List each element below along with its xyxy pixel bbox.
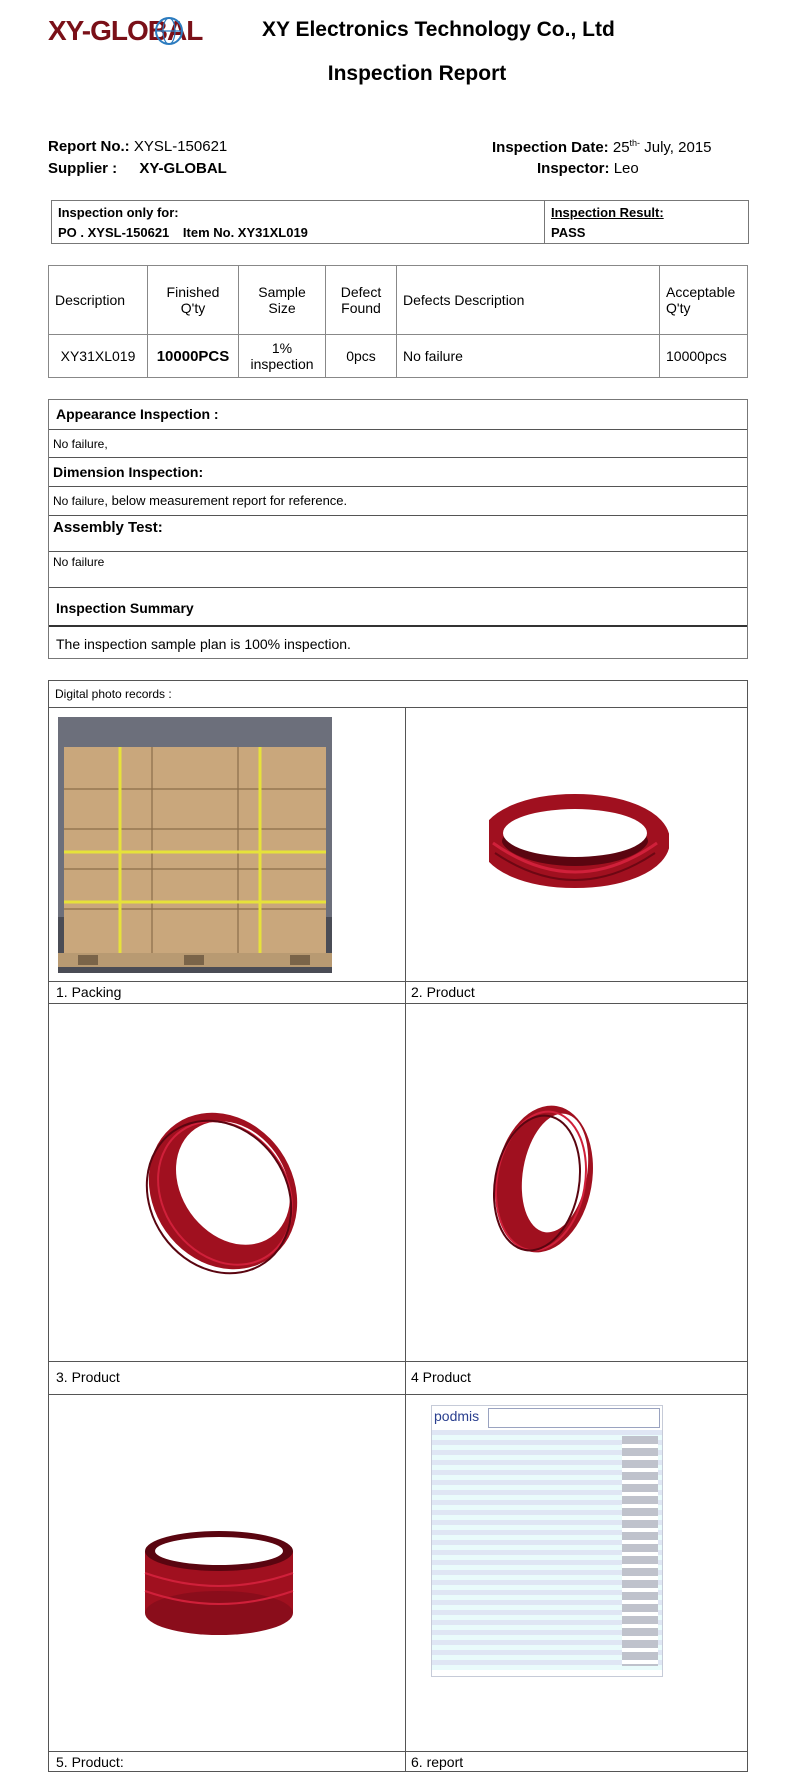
th-defects-description: Defects Description <box>397 266 660 335</box>
dimension-value-b: , below measurement report for reference. <box>104 493 348 508</box>
report-no-value: XYSL-150621 <box>133 138 228 155</box>
inspector-label: Inspector: <box>537 160 610 177</box>
caption-4: 4 Product <box>411 1369 471 1385</box>
product-photo-5 <box>139 1529 299 1639</box>
dimension-value-a: No failure <box>53 494 105 508</box>
company-logo <box>48 12 248 48</box>
product-photo-4 <box>489 1101 599 1256</box>
summary-row <box>49 588 747 627</box>
td-defect-found: 0pcs <box>326 335 397 378</box>
inspection-for-label: Inspection only for: <box>58 205 179 220</box>
dimension-label: Dimension Inspection: <box>53 464 204 480</box>
page-title: Inspection Report <box>327 62 507 85</box>
th-finished-qty: Finished Q'ty <box>148 266 239 335</box>
po-value: PO . XYSL-150621 <box>58 225 170 240</box>
date-label: Inspection Date: <box>492 139 609 156</box>
table-row <box>49 335 748 378</box>
inspection-date <box>492 138 712 156</box>
supplier <box>48 160 227 177</box>
item-value: Item No. XY31XL019 <box>182 225 308 240</box>
date-rest: July, 2015 <box>644 139 712 156</box>
product-photo-2 <box>489 791 669 901</box>
supplier-value: XY-GLOBAL <box>139 160 227 177</box>
appearance-label: Appearance Inspection : <box>56 406 219 422</box>
td-defects-description: No failure <box>397 335 660 378</box>
td-description: XY31XL019 <box>49 335 148 378</box>
td-sample-size: 1% inspection <box>239 335 326 378</box>
product-photo-3 <box>133 1101 313 1281</box>
date-suffix: th- <box>629 138 641 148</box>
report-no <box>48 138 227 155</box>
appearance-value: No failure, <box>53 437 108 451</box>
table-header-row <box>49 266 748 335</box>
assembly-row <box>49 516 747 552</box>
th-defect-found: Defect Found <box>326 266 397 335</box>
result-value: PASS <box>551 225 586 240</box>
assembly-label: Assembly Test: <box>53 519 163 536</box>
caption-6: 6. report <box>411 1754 464 1770</box>
details-table <box>48 265 748 378</box>
photo-records-label: Digital photo records : <box>55 687 172 701</box>
inspection-sections <box>48 399 748 659</box>
dimension-value-row <box>49 487 747 516</box>
caption-2: 2. Product <box>411 984 475 1000</box>
dimension-value <box>53 493 347 508</box>
report-logo: podmis <box>434 1408 480 1424</box>
assembly-value: No failure <box>53 555 105 569</box>
inspector <box>537 160 639 177</box>
appearance-value-row <box>49 430 747 458</box>
th-sample-size: Sample Size <box>239 266 326 335</box>
caption-5: 5. Product: <box>56 1754 124 1770</box>
th-description: Description <box>49 266 148 335</box>
po-number <box>58 225 308 240</box>
inspector-value: Leo <box>613 160 639 177</box>
caption-1: 1. Packing <box>56 984 122 1000</box>
report-no-label: Report No.: <box>48 138 130 155</box>
report-thumbnail <box>431 1405 663 1677</box>
photo-records <box>48 680 748 1772</box>
logo-text: XY-GLOBAL <box>48 15 203 46</box>
summary-value: The inspection sample plan is 100% inspection. <box>56 636 351 652</box>
caption-3: 3. Product <box>56 1369 120 1385</box>
td-acceptable-qty: 10000pcs <box>660 335 748 378</box>
inspection-scope-box <box>51 200 749 244</box>
supplier-label: Supplier : <box>48 160 118 177</box>
td-finished-qty: 10000PCS <box>148 335 239 378</box>
th-acceptable-qty: Acceptable Q'ty <box>660 266 748 335</box>
dimension-row <box>49 458 747 487</box>
assembly-value-row <box>49 552 747 588</box>
packing-photo <box>58 717 332 973</box>
appearance-row <box>49 400 747 430</box>
company-name: XY Electronics Technology Co., Ltd <box>262 18 615 41</box>
summary-label: Inspection Summary <box>56 600 194 616</box>
result-label: Inspection Result: <box>551 205 664 220</box>
date-day: 25 <box>612 139 630 156</box>
